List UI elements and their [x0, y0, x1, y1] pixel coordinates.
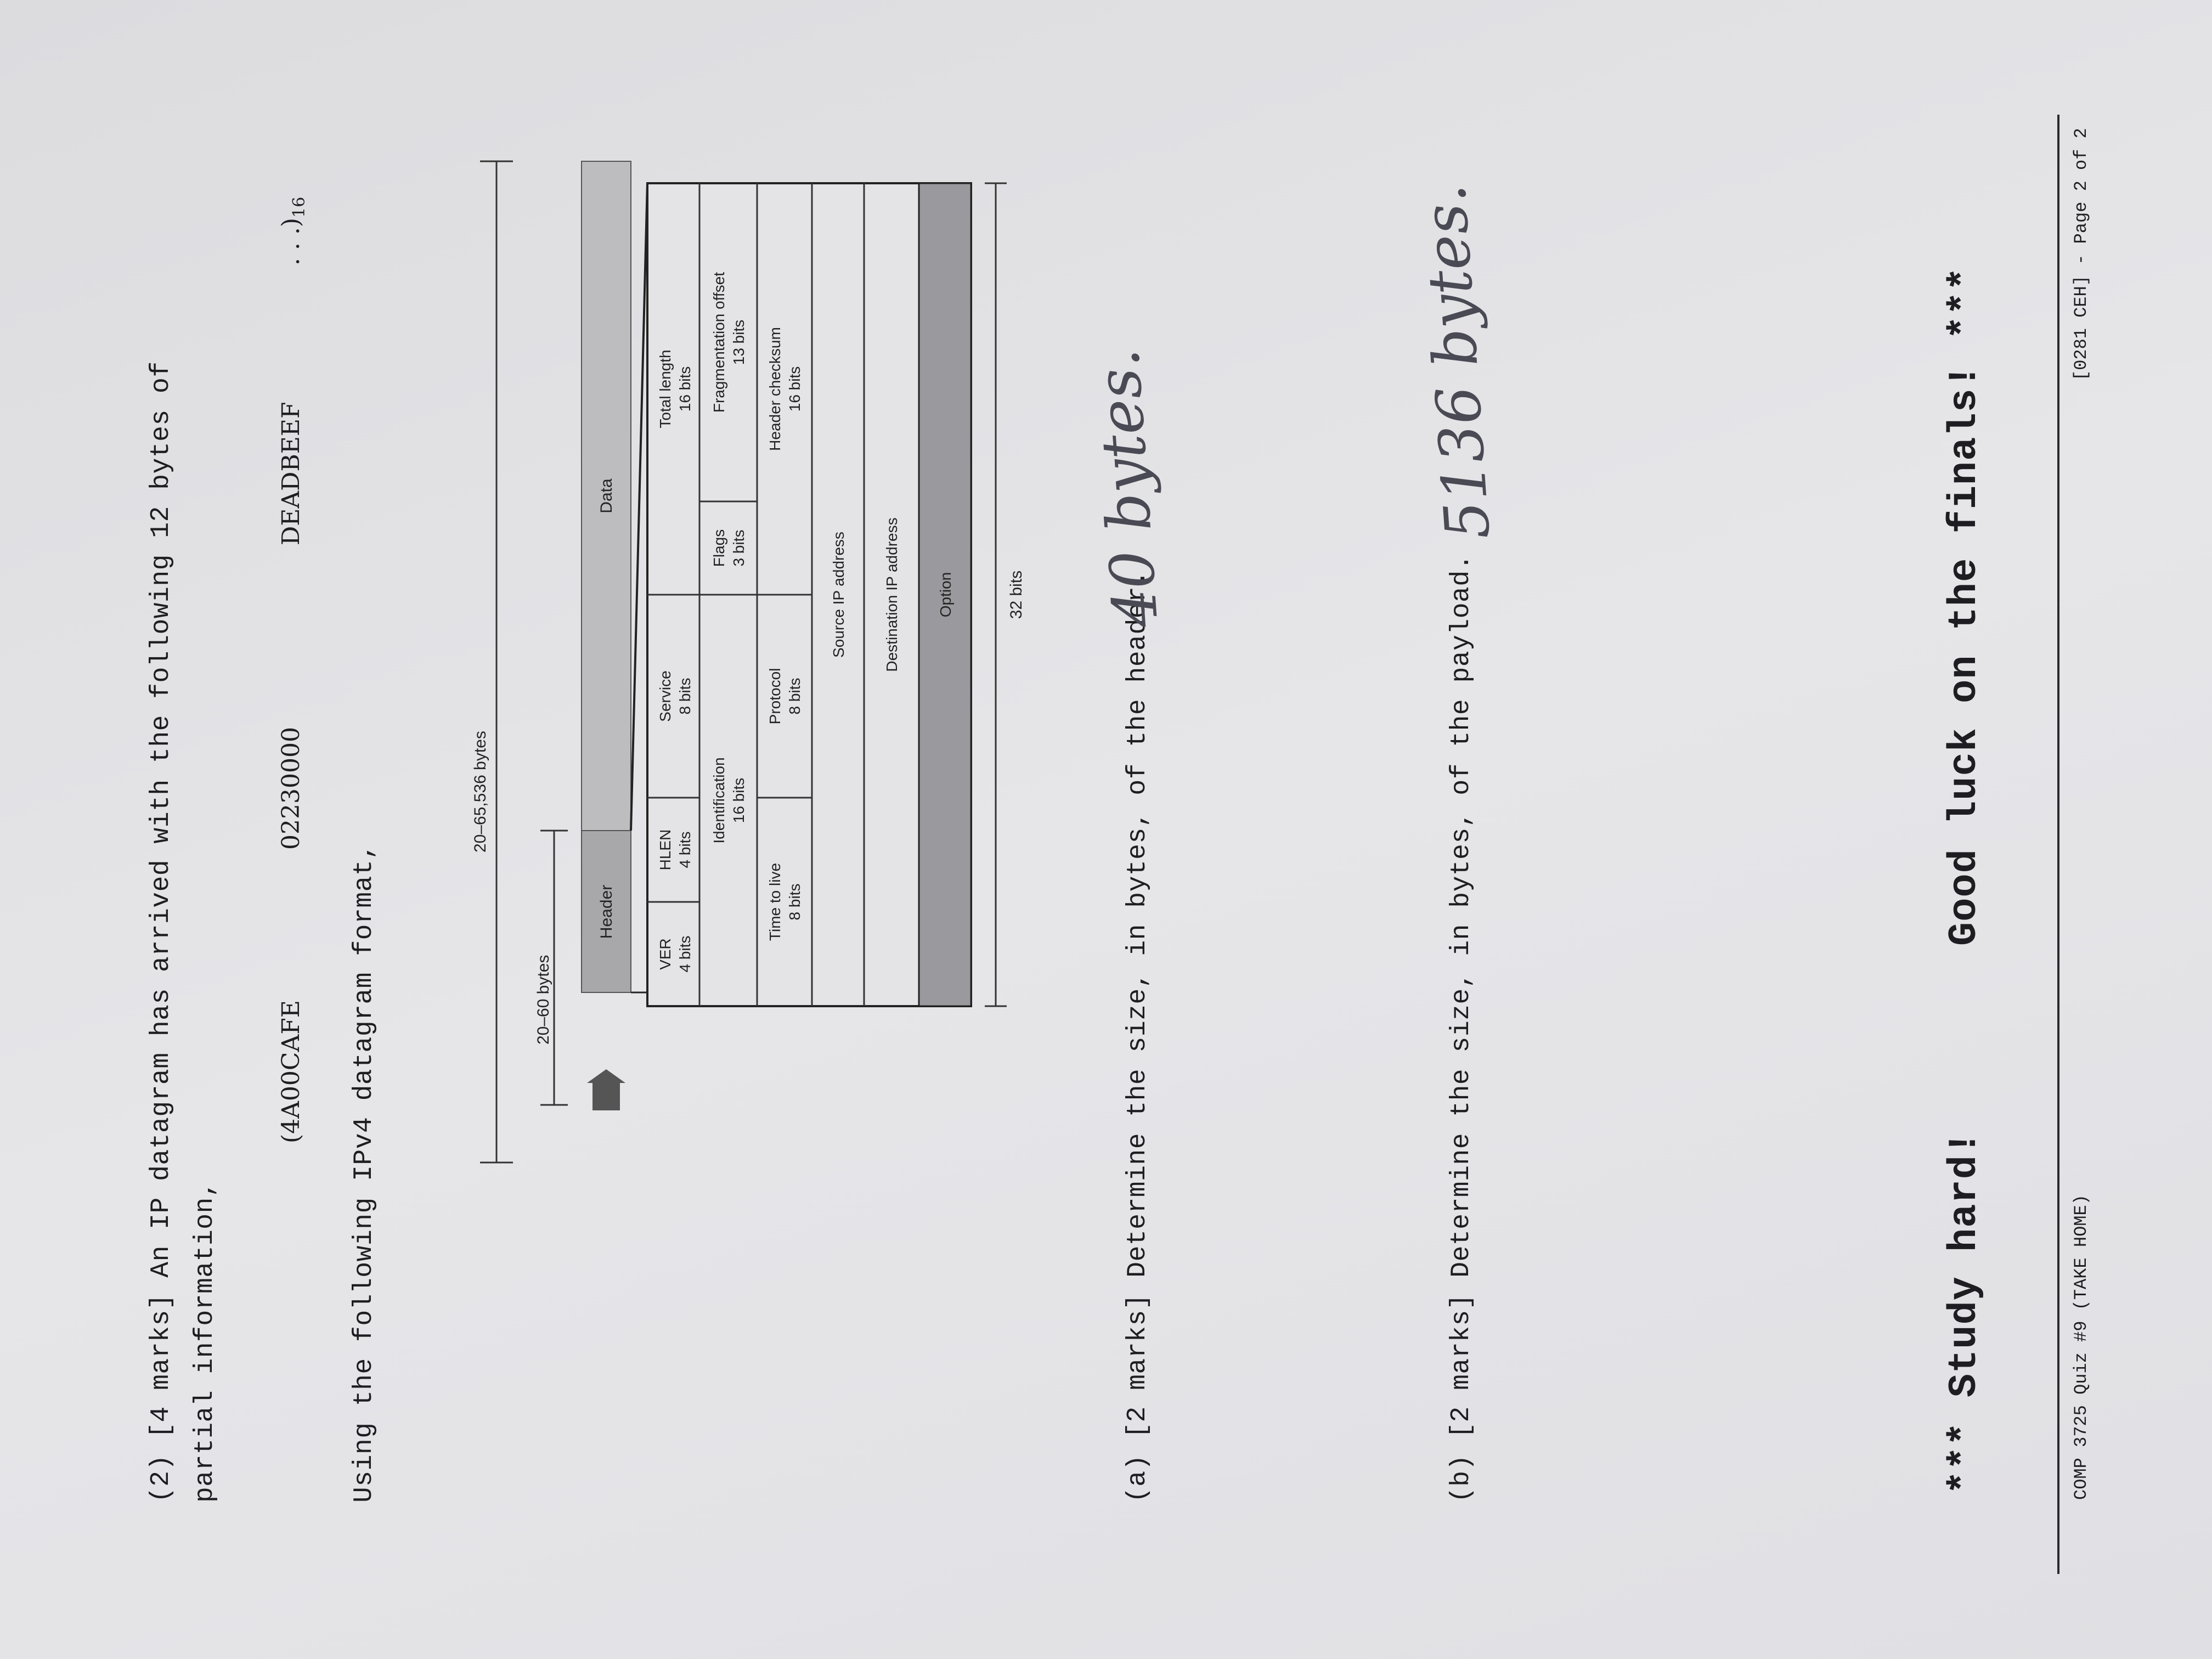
field-hlen-bits: 4 bits — [676, 831, 693, 868]
hex-base-subscript: 16 — [289, 196, 309, 218]
diagram-intro: Using the following IPv4 datagram format, — [349, 843, 379, 1503]
footer-left: COMP 3725 Quiz #9 (TAKE HOME) — [2071, 1194, 2091, 1500]
hex-value-1: (4A00CAFE — [277, 1000, 305, 1143]
total-range-label: 20–65,536 bytes — [471, 731, 489, 853]
hex-ellipsis: . . .) — [277, 217, 305, 266]
field-header-checksum: Header checksum — [766, 327, 783, 451]
footer-rule — [2057, 115, 2059, 1574]
field-protocol: Protocol — [766, 668, 783, 725]
field-service-bits: 8 bits — [676, 678, 693, 715]
field-option: Option — [937, 572, 954, 618]
field-protocol-bits: 8 bits — [786, 678, 803, 715]
field-fragmentation-offset-bits: 13 bits — [730, 319, 747, 365]
field-time-to-live-bits: 8 bits — [786, 883, 803, 921]
question-line-1: (2) [4 marks] An IP datagram has arrived with the following 12 bytes of — [146, 361, 176, 1503]
field-identification: Identification — [710, 757, 727, 844]
part-b-handwritten-answer: 5136 bytes. — [1408, 182, 1504, 542]
closing-right: Good luck on the finals! *** — [1942, 267, 1987, 946]
width-label: 32 bits — [1007, 570, 1025, 619]
field-flags-bits: 3 bits — [730, 529, 747, 567]
field-fragmentation-offset: Fragmentation offset — [710, 272, 727, 413]
field-ver: VER — [657, 938, 674, 970]
closing-left: *** Study hard! — [1942, 1130, 1987, 1494]
header-block-label: Header — [597, 884, 616, 939]
part-a-prompt: (a) [2 marks] Determine the size, in bytes, of the header. — [1123, 570, 1153, 1503]
part-a-handwritten-answer: 40 bytes. — [1082, 346, 1172, 630]
field-service: Service — [657, 670, 674, 722]
hex-value-2: 02230000 — [277, 727, 305, 850]
field-total-length: Total length — [657, 349, 674, 428]
field-identification-bits: 16 bits — [730, 777, 747, 823]
field-hlen: HLEN — [657, 829, 674, 871]
field-time-to-live: Time to live — [766, 862, 783, 941]
hex-value-3: DEADBEEF — [277, 402, 305, 545]
field-ver-bits: 4 bits — [676, 935, 693, 973]
footer-right: [0281 CEH] - Page 2 of 2 — [2071, 128, 2091, 381]
field-total-length-bits: 16 bits — [676, 366, 693, 412]
data-block-label: Data — [597, 478, 616, 514]
field-header-checksum-bits: 16 bits — [786, 366, 803, 412]
header-range-label: 20–60 bytes — [534, 955, 552, 1045]
down-arrow-icon — [587, 1069, 625, 1110]
field-flags: Flags — [710, 529, 727, 567]
field-destination-ip: Destination IP address — [883, 517, 900, 672]
question-line-2: partial information, — [190, 1181, 220, 1503]
part-b-prompt: (b) [2 marks] Determine the size, in bytes, of the payload. — [1447, 554, 1476, 1503]
header-fields-table — [647, 183, 971, 1006]
field-source-ip: Source IP address — [830, 532, 847, 658]
